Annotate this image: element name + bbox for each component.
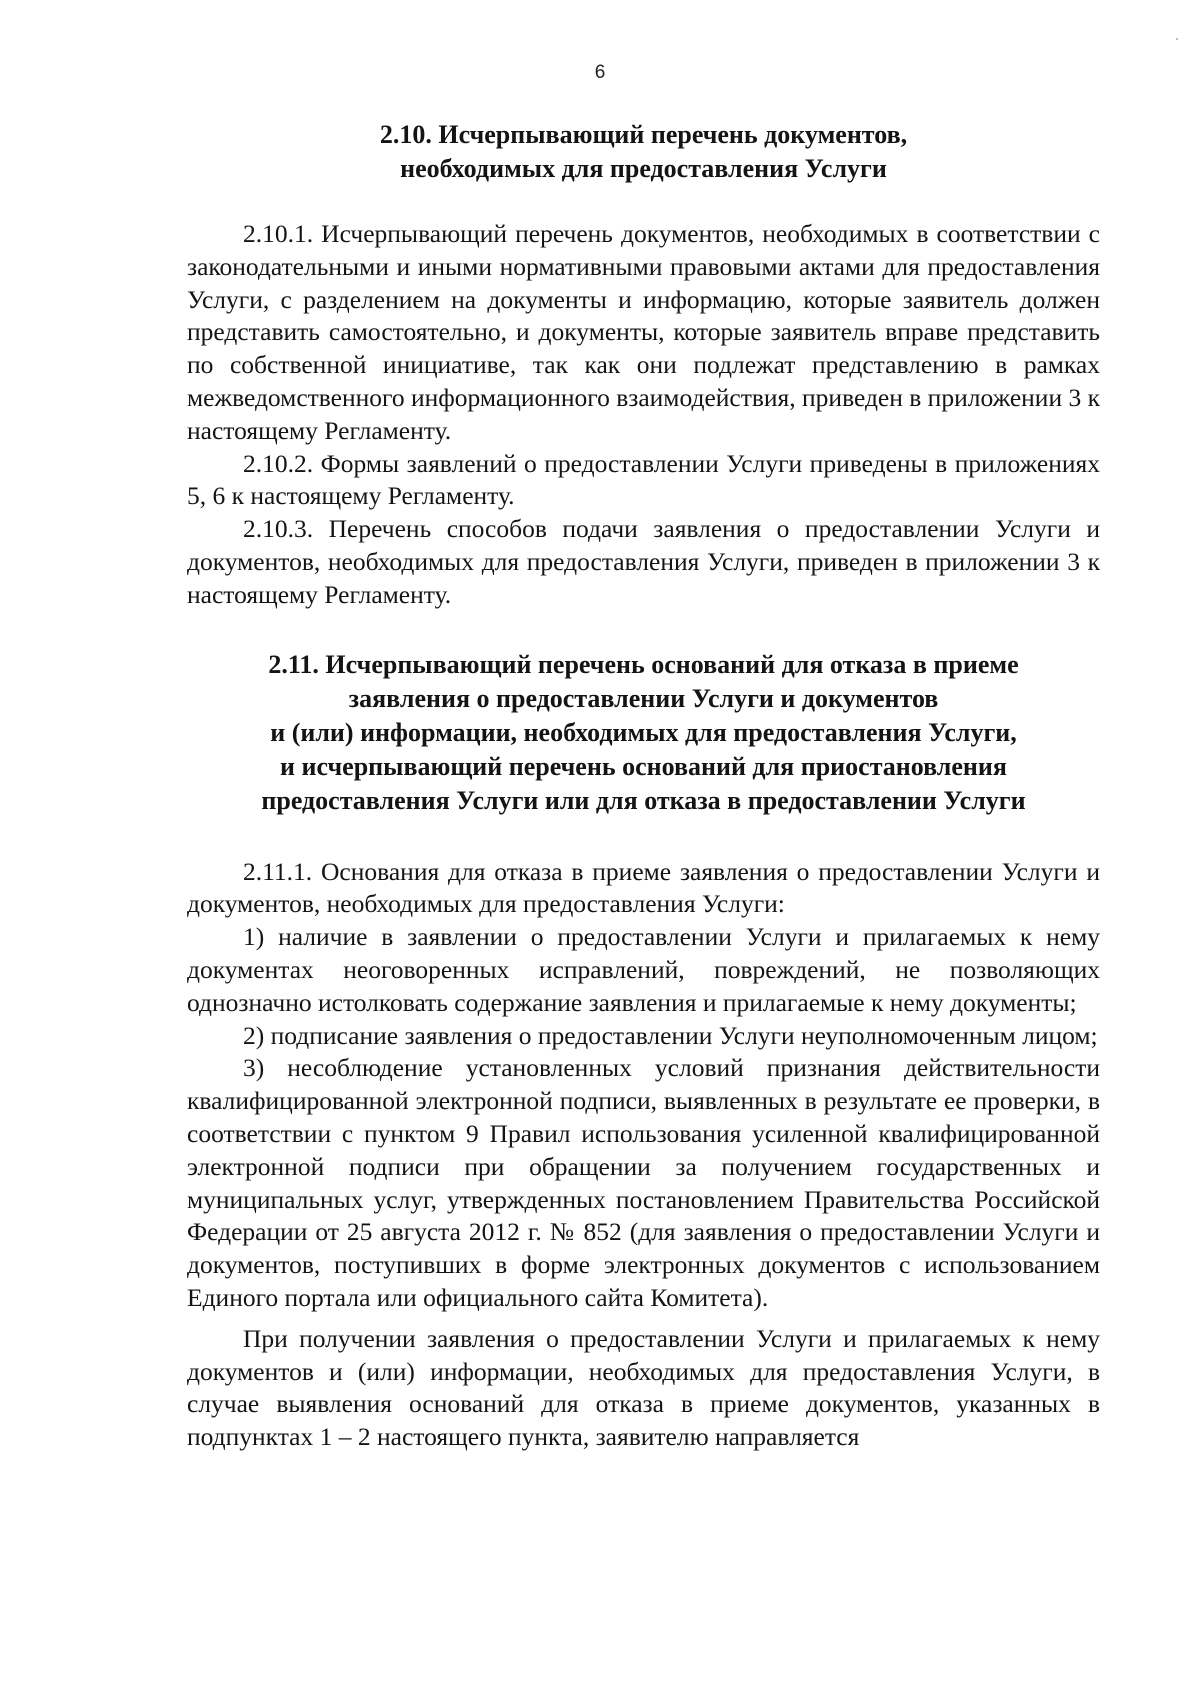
section-2-10 (187, 118, 1100, 612)
document-body (187, 118, 1100, 1454)
list-item-2: 2) подписание заявления о предоставлении Услуги неуполномоченным лицом; (243, 1020, 1098, 1050)
list-item-3: 3) несоблюдение установленных условий признания действительности квалифицированной электронной подписи, выявленных в результате ее проверки, в соответствии с пунктом 9 Правил использования усиленной квалифицированной электронной подписи при обращении за получением государственных и муниципальных услуг, утвержденных постановлением Правительства Российской Федерации от 25 августа 2012 г. № 852 (для заявления о предоставлении Услуги и документов, поступивших в форме электронных документов с использованием Единого портала или официального сайта Комитета). (187, 1053, 1100, 1312)
heading-line: и (или) информации, необходимых для предоставления Услуги, (270, 717, 1017, 747)
heading-line: предоставления Услуги или для отказа в предоставлении Услуги (261, 785, 1026, 815)
scan-artifact (1176, 38, 1178, 40)
section-2-11 (187, 648, 1100, 1454)
heading-line: необходимых для предоставления Услуги (400, 154, 887, 183)
section-2-11-heading (187, 648, 1100, 818)
paragraph-2-10-2: 2.10.2. Формы заявлений о предоставлении Услуги приведены в приложениях 5, 6 к настоящему Регламенту. (187, 448, 1100, 511)
page-number: 6 (594, 62, 606, 83)
heading-line: заявления о предоставлении Услуги и документов (348, 683, 939, 713)
paragraph-2-11-1: 2.11.1. Основания для отказа в приеме заявления о предоставлении Услуги и документов, необходимых для предоставления Услуги: (187, 856, 1100, 919)
list-item-1: 1) наличие в заявлении о предоставлении Услуги и прилагаемых к нему документах неоговоренных исправлений, повреждений, не позволяющих однозначно истолковать содержание заявления и прилагаемые к нему документы; (187, 922, 1100, 1017)
heading-line: и исчерпывающий перечень оснований для приостановления (280, 751, 1007, 781)
heading-line: 2.10. Исчерпывающий перечень документов, (379, 120, 908, 149)
paragraph-2-10-3: 2.10.3. Перечень способов подачи заявления о предоставлении Услуги и документов, необходимых для предоставления Услуги, приведен в приложении 3 к настоящему Регламенту. (187, 514, 1100, 609)
heading-line: 2.11. Исчерпывающий перечень оснований для отказа в приеме (268, 649, 1019, 679)
paragraph-rejection-notice: При получении заявления о предоставлении Услуги и прилагаемых к нему документов и (или) информации, необходимых для предоставления Услуги, в случае выявления оснований для отказа в приеме документов, указанных в подпунктах 1 – 2 настоящего пункта, заявителю направляется (187, 1323, 1100, 1452)
section-2-10-heading (187, 118, 1100, 186)
paragraph-2-10-1: 2.10.1. Исчерпывающий перечень документов, необходимых в соответствии с законодательными и иными нормативными правовыми актами для предоставления Услуги, с разделением на документы и информацию, которые заявитель должен представить самостоятельно, и документы, которые заявитель вправе представить по собственной инициативе, так как они подлежат представлению в рамках межведомственного информационного взаимодействия, приведен в приложении 3 к настоящему Регламенту. (187, 219, 1100, 445)
